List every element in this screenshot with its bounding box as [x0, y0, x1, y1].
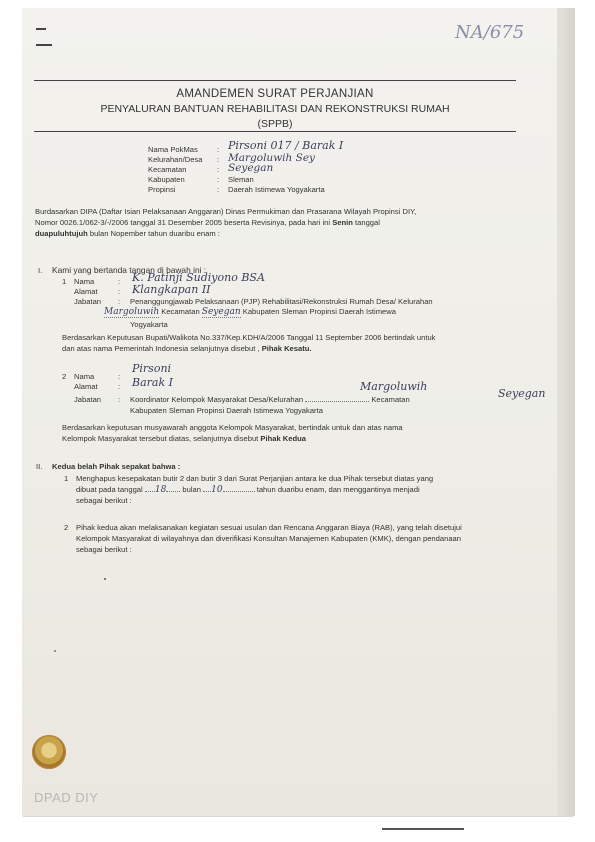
item-1-line1: Menghapus kesepakatan butir 2 dan butir 3 dari Surat Perjanjian antara ke dua Pihak tersebut diatas yang: [76, 474, 434, 483]
party-2-kecamatan: Seyegan: [498, 387, 546, 400]
intro-date: duapuluhtujuh: [35, 229, 88, 238]
field-label: Kecamatan: [148, 165, 187, 174]
party-1-position-line3: Yogyakarta: [130, 320, 168, 329]
pihak-kedua: Pihak Kedua: [260, 434, 306, 443]
dotted-blank: [223, 491, 255, 492]
document-code: (SPPB): [257, 118, 293, 130]
item-1-line2: [76, 485, 420, 495]
party-1-position: Penanggungjawab Pelaksanaan (PJP) Rehabilitasi/Rekonstruksi Rumah Desa/ Kelurahan: [130, 297, 433, 306]
intro-text: tanggal: [355, 218, 380, 227]
party-1-address: Klangkapan II: [132, 283, 211, 296]
party-2-basis: Berdasarkan keputusan musyawarah anggota Kelompok Masyarakat, bertindak untuk dan atas nama: [62, 423, 403, 432]
archive-watermark: DPAD DIY: [34, 790, 99, 805]
intro-line: [35, 218, 380, 228]
item-number: 2: [64, 523, 69, 532]
item-2-line3: sebagai berikut :: [76, 545, 132, 554]
document-title: AMANDEMEN SURAT PERJANJIAN: [176, 88, 374, 100]
title-rule-bottom: [34, 131, 516, 132]
intro-day: Senin: [332, 218, 353, 227]
section-heading: Kami yang bertanda tangan di bawah ini :: [52, 265, 207, 275]
ink-speck: [54, 650, 56, 652]
field-colon: :: [217, 155, 220, 164]
colon: :: [118, 395, 121, 404]
party-1-basis-line2: [62, 344, 312, 354]
nama-label: Nama: [74, 277, 95, 286]
field-value: Seyegan: [228, 162, 274, 174]
colon: :: [118, 297, 121, 306]
item-text: bulan: [182, 485, 202, 494]
archive-reference: NA/675: [455, 22, 525, 43]
field-value: Pirsoni 017 / Barak I: [228, 139, 344, 152]
item-2-line2: Kelompok Masyarakat di wilayahnya dan diverifikasi Konsultan Manajemen Kabupaten (KMK), dengan pendanaan: [76, 534, 461, 543]
section-heading: Kedua belah Pihak sepakat bahwa :: [52, 462, 181, 471]
field-value: Margoluwih Sey: [228, 152, 315, 164]
party-2-basis-line2: [62, 434, 306, 444]
field-colon: :: [217, 185, 220, 194]
basis-text: Kelompok Masyarakat tersebut diatas, selanjutnya disebut: [62, 434, 259, 443]
section-number: II.: [36, 462, 43, 471]
party-2-desa: Margoluwih: [360, 380, 428, 393]
colon: :: [118, 372, 121, 381]
field-label: Propinsi: [148, 185, 176, 194]
hand-bulan: 10: [211, 485, 223, 495]
section-number: I.: [38, 266, 43, 275]
koordinator-text: Koordinator Kelompok Masyarakat Desa/Kelurahan: [130, 395, 304, 404]
colon: :: [118, 287, 121, 296]
corner-mark: [36, 44, 52, 46]
ink-speck: [104, 578, 106, 580]
party-number: 1: [62, 277, 67, 286]
party-2-address: Barak I: [132, 376, 173, 389]
party-1-basis: Berdasarkan Keputusan Bupati/Walikota No.337/Kep.KDH/A/2006 Tanggal 11 September 2006 bertindak untuk: [62, 333, 436, 342]
hand-kecamatan: Seyegan: [201, 307, 241, 317]
scan-footer-mark: [382, 828, 464, 830]
field-colon: :: [217, 165, 220, 174]
corner-mark: [36, 28, 46, 30]
hand-desa: Margoluwih: [104, 307, 160, 317]
colon: :: [118, 382, 121, 391]
intro-line: [35, 229, 220, 239]
intro-line: Burdasarkan DIPA (Daftar Isian Pelaksanaan Anggaran) Dinas Permukiman dan Prasarana Wilayah Propinsi DIY,: [35, 207, 417, 216]
page-edge: [557, 8, 575, 816]
pihak-kesatu: Pihak Kesatu.: [261, 344, 312, 353]
field-label: Kelurahan/Desa: [148, 155, 203, 164]
archive-seal-icon: [32, 735, 66, 769]
party-2-position: [130, 395, 410, 404]
field-label: Kabupaten: [148, 175, 185, 184]
item-text: dibuat pada tanggal: [76, 485, 143, 494]
alamat-label: Alamat: [74, 287, 98, 296]
field-value: Daerah Istimewa Yogyakarta: [228, 185, 325, 194]
party-number: 2: [62, 372, 67, 381]
intro-text: Nomor 0026.1/062-3/-/2006 tanggal 31 Desember 2005 beserta Revisinya, pada hari ini: [35, 218, 331, 227]
dotted-blank: [305, 401, 369, 402]
item-1-line3: sebagai berikut :: [76, 496, 132, 505]
nama-label: Nama: [74, 372, 95, 381]
field-label: Nama PokMas: [148, 145, 198, 154]
jabatan-label: Jabatan: [74, 297, 102, 306]
party-1-position-line2: [104, 307, 396, 318]
dotted-blank: [203, 491, 211, 492]
field-value: Sleman: [228, 175, 254, 184]
field-colon: :: [217, 175, 220, 184]
kab-text: Kabupaten Sleman Propinsi Daerah Istimewa: [242, 307, 396, 316]
intro-text: bulan Nopember tahun duaribu enam :: [89, 229, 220, 238]
party-2-name: Pirsoni: [132, 362, 172, 375]
kec-label: Kecamatan: [161, 307, 200, 316]
party-2-position-line2: Kabupaten Sleman Propinsi Daerah Istimewa Yogyakarta: [130, 406, 323, 415]
item-text: tahun duaribu enam, dan menggantinya menjadi: [256, 485, 420, 494]
jabatan-label: Jabatan: [74, 395, 102, 404]
kec-label: Kecamatan: [371, 395, 410, 404]
hand-tanggal: 18: [154, 485, 167, 495]
field-colon: :: [217, 145, 220, 154]
document-subtitle: PENYALURAN BANTUAN REHABILITASI DAN REKONSTRUKSI RUMAH: [100, 103, 450, 115]
title-rule-top: [34, 80, 516, 81]
item-2-line1: Pihak kedua akan melaksanakan kegiatan sesuai usulan dan Rencana Anggaran Biaya (RAB), yang telah disetujui: [76, 523, 462, 532]
basis-text: dan atas nama Pemerintah Indonesia selanjutnya disebut ,: [62, 344, 260, 353]
dotted-blank: [166, 491, 180, 492]
dotted-blank: [145, 491, 155, 492]
colon: :: [118, 277, 121, 286]
alamat-label: Alamat: [74, 382, 98, 391]
item-number: 1: [64, 474, 69, 483]
party-1-name: K. Patinji Sudiyono BSA: [132, 271, 265, 284]
